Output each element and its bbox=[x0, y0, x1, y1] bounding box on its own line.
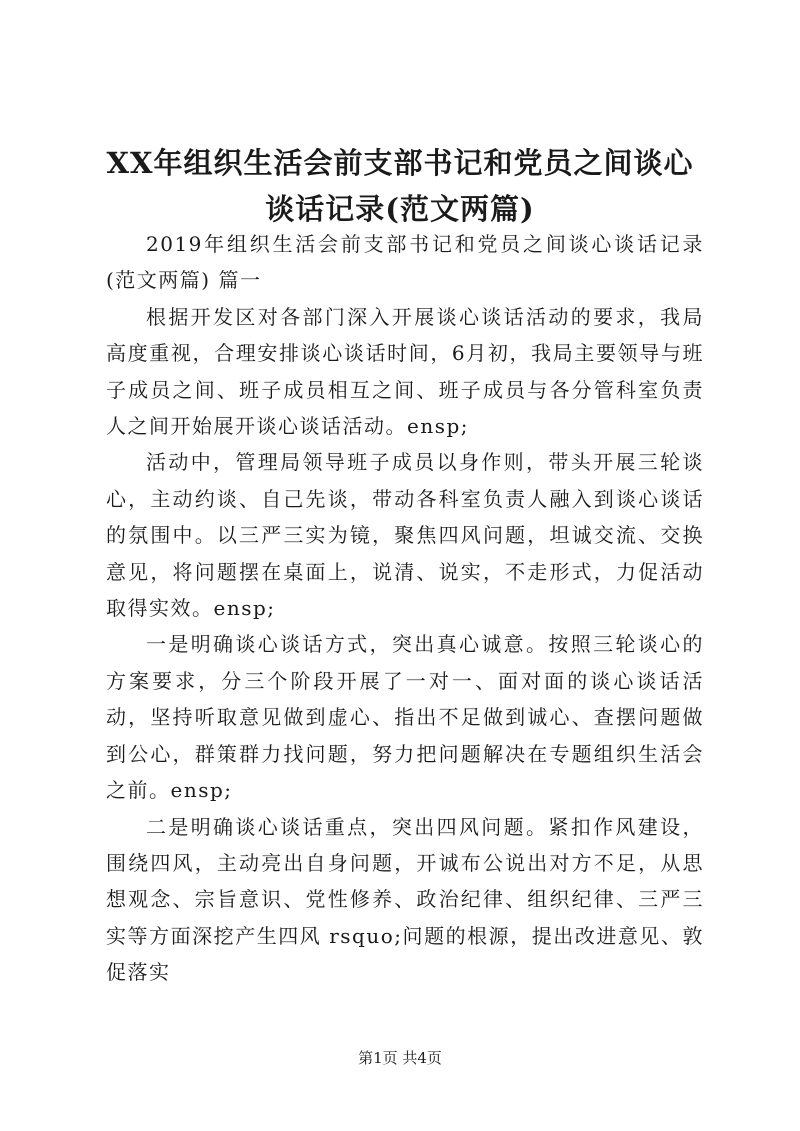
document-body bbox=[106, 226, 704, 991]
title-line-2: 谈话记录(范文两篇) bbox=[265, 192, 535, 226]
paragraph-subtitle: 2019年组织生活会前支部书记和党员之间谈心谈话记录(范文两篇) 篇一 bbox=[106, 232, 704, 293]
paragraph: 根据开发区对各部门深入开展谈心谈话活动的要求，我局高度重视，合理安排谈心谈话时间，6月初，我局主要领导与班子成员之间、班子成员相互之间、班子成员与各分管科室负责人之间开始展开谈心谈话活动。ensp; bbox=[106, 304, 704, 439]
paragraph: 活动中，管理局领导班子成员以身作则，带头开展三轮谈心，主动约谈、自己先谈，带动各科室负责人融入到谈心谈话的氛围中。以三严三实为镜，聚焦四风问题，坦诚交流、交换意见，将问题摆在桌面上，说清、说实，不走形式，力促活动取得实效。ensp; bbox=[106, 450, 704, 621]
paragraph: 一是明确谈心谈话方式，突出真心诚意。按照三轮谈心的方案要求，分三个阶段开展了一对一、面对面的谈心谈话活动，坚持听取意见做到虚心、指出不足做到诚心、查摆问题做到公心，群策群力找问题，努力把问题解决在专题组织生活会之前。ensp; bbox=[106, 632, 704, 803]
document-title bbox=[0, 140, 800, 232]
page-number-footer: 第1页 共4页 bbox=[358, 1049, 442, 1067]
paragraph: 二是明确谈心谈话重点，突出四风问题。紧扣作风建设，围绕四风，主动亮出自身问题，开诚布公说出对方不足，从思想观念、宗旨意识、党性修养、政治纪律、组织纪律、三严三实等方面深挖产生四风 rsquo;问题的根源，提出改进意见、敦促落实 bbox=[106, 814, 704, 985]
title-line-1: XX年组织生活会前支部书记和党员之间谈心 bbox=[106, 146, 694, 180]
